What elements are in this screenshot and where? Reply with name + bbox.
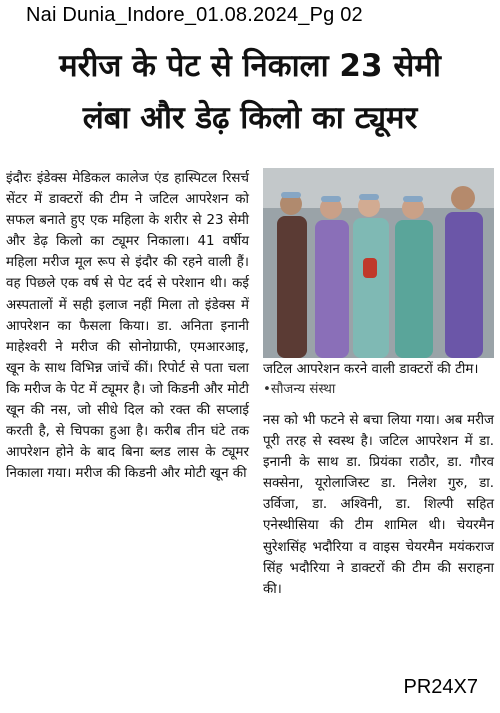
article-right-column	[263, 410, 494, 600]
article-body-right: नस को भी फटने से बचा लिया गया। अब मरीज पूरी तरह से स्वस्थ है। जटिल आपरेशन में डा. इनानी के साथ डा. प्रियंका राठौर, डा. गौरव सक्सेना, यूरोलाजिस्ट डा. निलेश गुरु, डा. उर्विजा, डा. अश्विनी, डा. शिल्पी सहित एनेस्थीसिया की टीम शामिल थी। चेयरमैन सुरेशसिंह भदौरिया व वाइस चेयरमैन मयंकराज सिंह भदौरिया ने डाक्टरों की टीम की सराहना की।	[263, 413, 494, 597]
headline-line-1: मरीज के पेट से निकाला 23 सेमी	[59, 48, 441, 84]
headline	[6, 40, 494, 144]
article-body-left: इंदौरः इंडेक्स मेडिकल कालेज एंड हास्पिटल रिसर्च सेंटर में डाक्टरों की टीम ने जटिल आपरेशन को सफल बनाते हुए एक महिला के शरीर से 23 सेमी और डेढ़ किलो का ट्यूमर निकाला। 41 वर्षीय महिला मरीज मूल रूप से इंदौर की रहने वाली हैं। वह पिछले एक वर्ष से पेट दर्द से परेशान थी। कई अस्पतालों में सही इलाज नहीं मिला तो इंडेक्स में आपरेशन का फैसला किया। डा. अनिता इनानी माहेश्वरी ने मरीज की सोनोग्राफी, एमआरआइ, खून के साथ विभिन्न जांचें कीं। रिपोर्ट से पता चला कि मरीज के पेट में ट्यूमर है। जो किडनी और मोटी खून की नस, जो सीधे दिल को रक्त की सप्लाई करती है, से चिपका हुआ है। करीब तीन घंटे तक आपरेशन होने के बाद बिना ब्लड लास के ट्यूमर निकाला गया। मरीज की किडनी और मोटी खून की	[6, 171, 249, 482]
photo-caption	[263, 360, 494, 400]
headline-line-2: लंबा और डेढ़ किलो का ट्यूमर	[82, 100, 418, 136]
photo-credit: •सौजन्य संस्था	[263, 382, 336, 397]
source-line: Nai Dunia_Indore_01.08.2024_Pg 02	[26, 4, 363, 26]
code-label: PR24X7	[403, 676, 478, 698]
doctors-team-photo	[263, 168, 494, 358]
news-photo	[263, 168, 494, 358]
article-left-column	[6, 168, 249, 484]
caption-text: जटिल आपरेशन करने वाली डाक्टरों की टीम।	[263, 362, 479, 377]
